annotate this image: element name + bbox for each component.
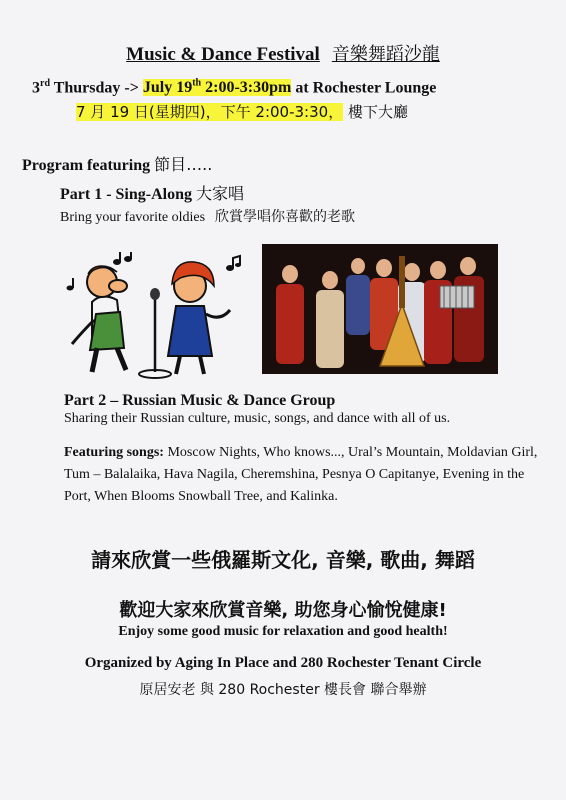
schedule-zh-highlight: 7 月 19 日(星期四)，下午 2:00-3:30， <box>76 103 344 121</box>
day-suffix: rd <box>40 78 50 89</box>
sing-along-cartoon <box>62 252 242 382</box>
program-heading-zh: 節目….. <box>154 155 213 174</box>
flyer-title <box>0 40 566 66</box>
part2-description: Sharing their Russian culture, music, songs, and dance with all of us. <box>64 411 451 426</box>
schedule-line-zh <box>76 101 408 122</box>
date-suffix: th <box>192 78 202 89</box>
schedule-zh-place: 樓下大廳 <box>343 103 408 121</box>
microphone-icon <box>139 288 171 378</box>
featured-songs <box>64 442 542 508</box>
welcome-zh: 歡迎大家來欣賞音樂, 助您身心愉悅健康! <box>119 600 447 621</box>
event-place: at Rochester Lounge <box>291 79 437 97</box>
part1-title-zh: 大家唱 <box>196 184 245 203</box>
program-heading <box>22 152 212 175</box>
day-number: 3 <box>32 79 40 97</box>
part2-title: Part 2 – Russian Music & Dance Group <box>64 392 336 409</box>
schedule-line-en <box>32 78 436 97</box>
part1-desc-zh: 欣賞學唱你喜歡的老歌 <box>215 209 356 225</box>
woman-singer <box>168 262 230 374</box>
program-heading-en: Program featuring <box>22 157 155 174</box>
organizer-zh: 原居安老 與 280 Rochester 樓長會 聯合舉辦 <box>139 682 427 698</box>
accordion-icon <box>440 286 474 308</box>
enjoy-line: Enjoy some good music for relaxation and good health! <box>118 624 448 639</box>
part1-title <box>60 181 244 204</box>
russian-group-photo <box>262 244 498 374</box>
part1-title-en: Part 1 - Sing-Along <box>60 186 196 203</box>
songs-label: Featuring songs: <box>64 445 164 460</box>
date-highlight <box>143 79 291 96</box>
day-rest: Thursday -> <box>50 79 143 97</box>
date-main: July 19 <box>142 79 193 97</box>
part1-description <box>60 206 355 226</box>
title-zh: 音樂舞蹈沙龍 <box>331 44 440 65</box>
organizer-en: Organized by Aging In Place and 280 Rochester Tenant Circle <box>84 655 482 671</box>
songs-list: Moscow Nights, Who knows..., Ural’s Mountain, Moldavian Girl, Tum – Balalaika, Hava Nagila, Cheremshina, Pesnya O Capitanye, Evening in the Port, When Blooms Snowball Tree, and Kalinka. <box>64 445 538 504</box>
invitation-zh: 請來欣賞一些俄羅斯文化, 音樂, 歌曲, 舞蹈 <box>91 548 475 572</box>
event-time: 2:00-3:30pm <box>201 79 292 97</box>
man-singer <box>72 266 127 372</box>
title-en: Music & Dance Festival <box>126 44 320 65</box>
part1-desc-en: Bring your favorite oldies <box>60 210 206 225</box>
